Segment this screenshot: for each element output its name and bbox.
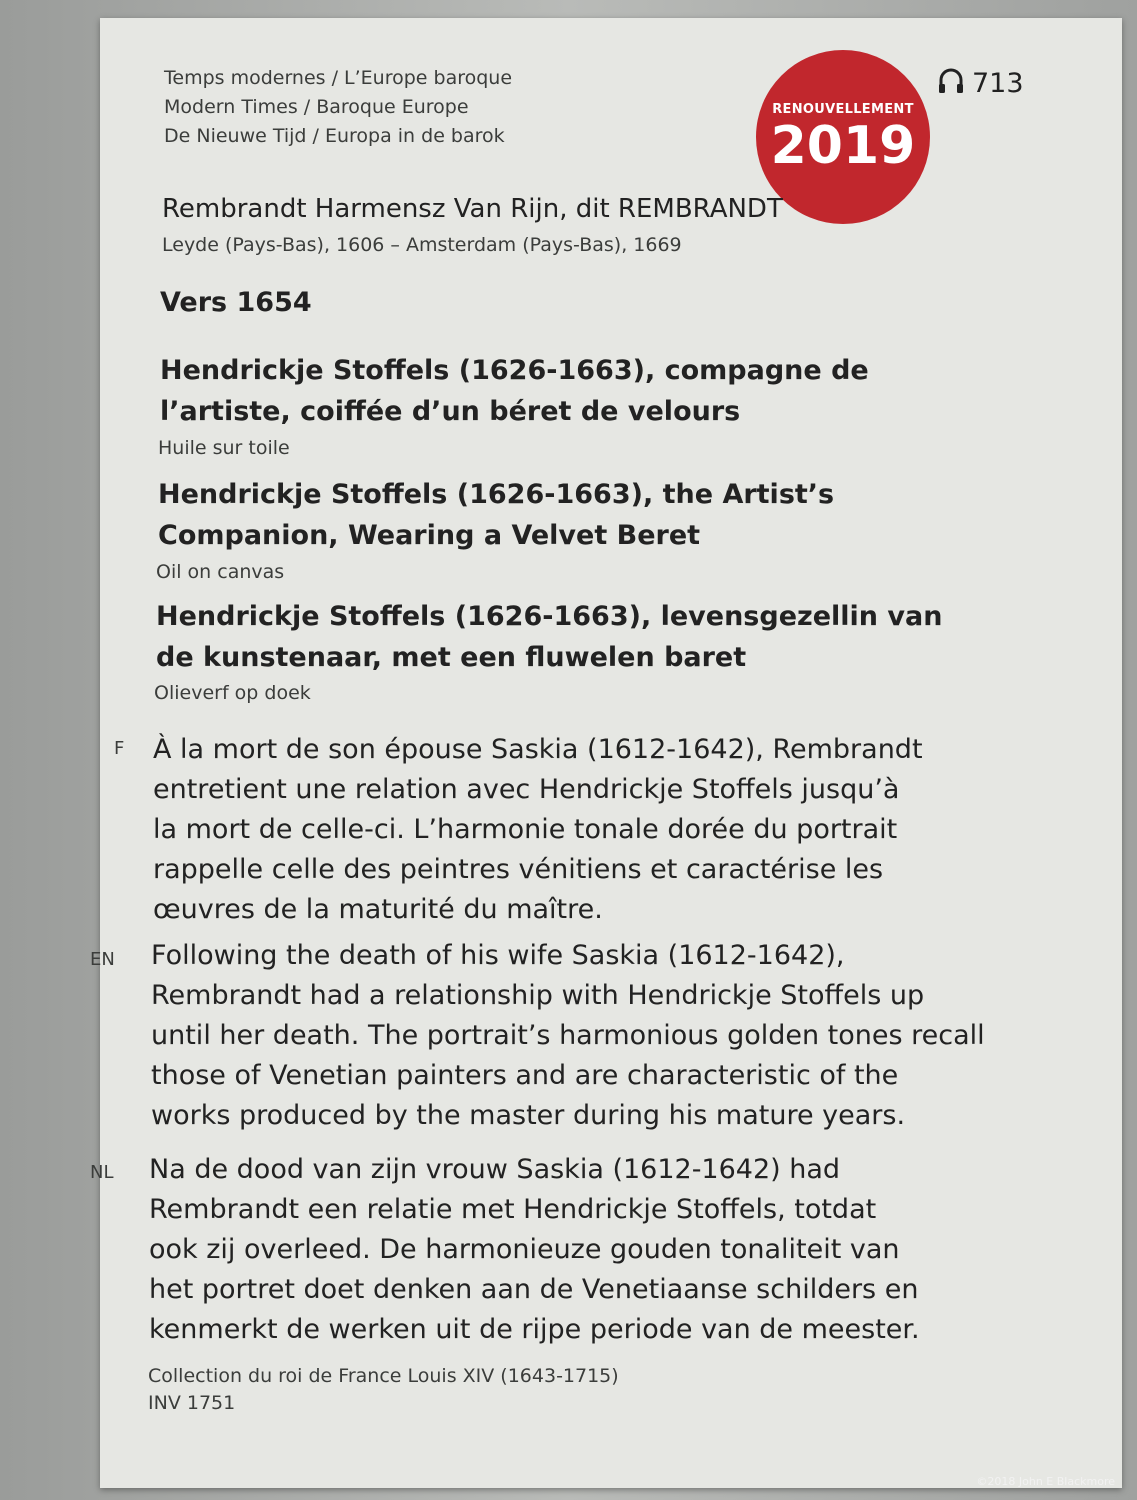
title-en — [158, 474, 834, 556]
title-line: Hendrickje Stoffels (1626-1663), compagne de — [160, 355, 869, 386]
department-en: Modern Times / Baroque Europe — [164, 96, 469, 118]
title-line: Hendrickje Stoffels (1626-1663), the Artist’s — [158, 479, 835, 510]
text-line: Rembrandt had a relationship with Hendrickje Stoffels up — [151, 980, 925, 1011]
text-line: until her death. The portrait’s harmonious golden tones recall — [151, 1020, 985, 1051]
lang-code-en: EN — [90, 949, 115, 970]
text-line: het portret doet denken aan de Venetiaanse schilders en — [149, 1274, 919, 1305]
headphones-icon — [938, 67, 964, 99]
text-line: kenmerkt de werken uit de rijpe periode van de meester. — [149, 1314, 920, 1345]
text-fr — [153, 730, 923, 930]
title-line: Companion, Wearing a Velvet Beret — [158, 520, 701, 551]
department-nl: De Nieuwe Tijd / Europa in de barok — [164, 125, 505, 147]
title-line: de kunstenaar, met een fluwelen baret — [156, 642, 747, 673]
title-line: l’artiste, coiffée d’un béret de velours — [160, 396, 741, 427]
text-line: rappelle celle des peintres vénitiens et caractérise les — [153, 854, 884, 885]
medium-en: Oil on canvas — [156, 561, 285, 583]
provenance-block — [148, 1363, 619, 1417]
lang-code-nl: NL — [90, 1162, 114, 1183]
text-nl — [149, 1150, 920, 1350]
text-line: ook zij overleed. De harmonieuze gouden tonaliteit van — [149, 1234, 900, 1265]
artwork-date: Vers 1654 — [160, 287, 312, 318]
badge-year: 2019 — [770, 116, 916, 176]
title-nl — [156, 596, 942, 678]
text-en — [151, 936, 985, 1136]
department-heading — [164, 64, 512, 151]
text-line: Rembrandt een relatie met Hendrickje Stoffels, totdat — [149, 1194, 877, 1225]
text-line: works produced by the master during his mature years. — [151, 1100, 906, 1131]
text-line: Following the death of his wife Saskia (1612-1642), — [151, 940, 845, 971]
medium-nl: Olieverf op doek — [154, 682, 311, 704]
text-line: Na de dood van zijn vrouw Saskia (1612-1642) had — [149, 1154, 841, 1185]
lang-code-f: F — [114, 738, 125, 759]
text-line: those of Venetian painters and are characteristic of the — [151, 1060, 899, 1091]
copyright-watermark: ©2018 John E Blackmore — [976, 1475, 1115, 1488]
badge-label: RENOUVELLEMENT — [772, 102, 914, 117]
artist-life: Leyde (Pays-Bas), 1606 – Amsterdam (Pays-Bas), 1669 — [162, 234, 682, 256]
inventory-number: INV 1751 — [148, 1392, 236, 1414]
audio-guide-number: 713 — [972, 67, 1024, 99]
artist-name: Rembrandt Harmensz Van Rijn, dit REMBRANDT — [162, 194, 783, 224]
title-fr — [160, 350, 869, 432]
title-line: Hendrickje Stoffels (1626-1663), levensgezellin van — [156, 601, 943, 632]
text-line: À la mort de son épouse Saskia (1612-1642), Rembrandt — [153, 734, 923, 765]
text-line: la mort de celle-ci. L’harmonie tonale dorée du portrait — [153, 814, 898, 845]
text-line: œuvres de la maturité du maître. — [153, 894, 603, 925]
text-line: entretient une relation avec Hendrickje Stoffels jusqu’à — [153, 774, 900, 805]
medium-fr: Huile sur toile — [158, 437, 290, 459]
department-fr: Temps modernes / L’Europe baroque — [164, 67, 513, 89]
audio-guide — [938, 66, 1024, 100]
museum-label-card — [90, 18, 1122, 1488]
provenance: Collection du roi de France Louis XIV (1643-1715) — [148, 1365, 619, 1387]
